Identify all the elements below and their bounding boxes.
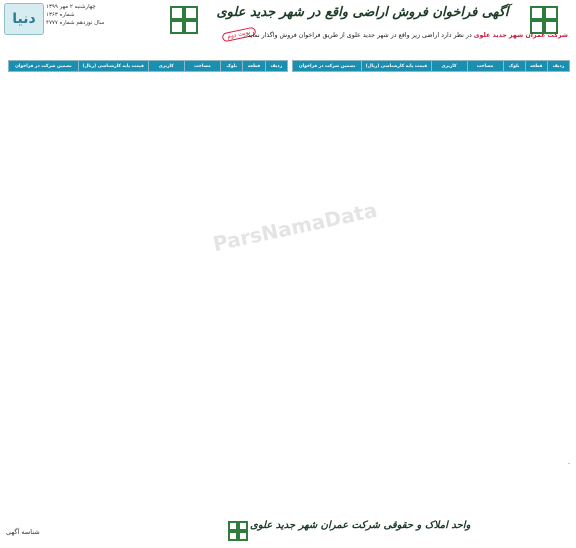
issue-date: چهارشنبه ۲ مهر ۱۳۹۹	[46, 4, 96, 10]
column-header: ردیف	[547, 61, 569, 72]
signature: واحد املاک و حقوقی شرکت عمران شهر جدید علوی	[250, 520, 471, 531]
issue-info	[46, 3, 136, 27]
land-table-right	[292, 60, 570, 72]
intro-text: در نظر دارد اراضی زیر واقع در شهر جدید علوی از طریق فراخوان فروش واگذار نماید .	[243, 32, 474, 39]
column-header: تضمین شرکت در فراخوان	[293, 61, 362, 72]
column-header: ردیف	[265, 61, 287, 72]
ad-intro	[200, 32, 568, 39]
company-logo-icon	[228, 521, 248, 541]
company-logo-icon	[170, 6, 198, 34]
column-header: کاربری	[148, 61, 184, 72]
column-header: کاربری	[431, 61, 467, 72]
column-header: مساحت	[467, 61, 503, 72]
column-header: مساحت	[184, 61, 220, 72]
round-badge: نوبت دوم	[221, 27, 256, 43]
table-header-row	[293, 61, 570, 72]
table-header-row	[9, 61, 288, 72]
newspaper-logo: دنیا	[4, 3, 44, 35]
company-logo-icon	[530, 6, 558, 34]
issue-year-number: سال نوزدهم شماره ۴۷۷۷	[46, 20, 105, 26]
issue-number: شماره ۱۳۶۳	[46, 12, 75, 18]
land-table-left	[8, 60, 288, 72]
column-header: بلوک	[503, 61, 525, 72]
column-header: بلوک	[221, 61, 243, 72]
column-header: قیمت پایه کارشناسی (ریال)	[78, 61, 148, 72]
column-header: قیمت پایه کارشناسی (ریال)	[362, 61, 431, 72]
ad-terms: .	[568, 459, 570, 466]
watermark: ParsNamaData	[210, 197, 380, 257]
company-name: شرکت عمران شهر جدید علوی	[473, 32, 568, 39]
column-header: تضمین شرکت در فراخوان	[9, 61, 79, 72]
ad-title: آگهی فراخوان فروش اراضی واقع در شهر جدید علوی	[216, 5, 509, 20]
column-header: قطعه	[525, 61, 547, 72]
column-header: قطعه	[243, 61, 265, 72]
ad-id: شناسه آگهی	[6, 528, 40, 536]
